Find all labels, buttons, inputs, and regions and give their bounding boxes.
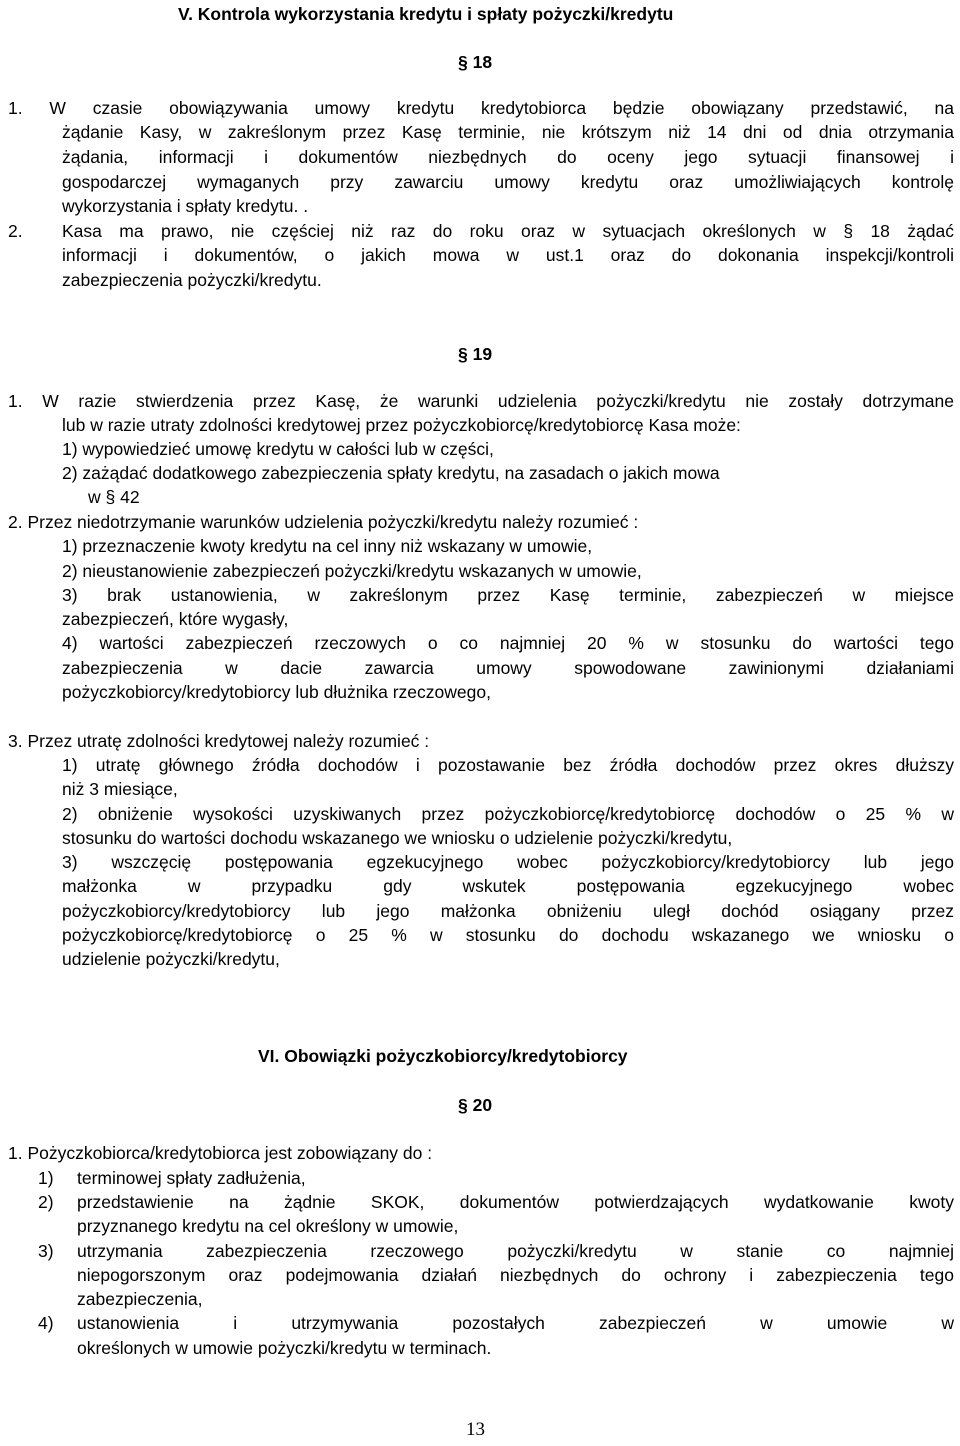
text-line: udzielenie pożyczki/kredytu,: [62, 949, 280, 969]
text-line: zabezpieczeń, które wygasły,: [62, 609, 289, 629]
text-line: określonych w umowie pożyczki/kredytu w terminach.: [77, 1338, 492, 1358]
text-line: 3. Przez utratę zdolności kredytowej należy rozumieć :: [8, 731, 430, 751]
text-line: małżonka w przypadku gdy wskutek postępowania egzekucyjnego wobec: [62, 876, 954, 896]
heading-line: § 20: [458, 1095, 493, 1115]
text-line: ustanowienia i utrzymywania pozostałych zabezpieczeń w umowie w: [77, 1313, 954, 1333]
text-line: terminowej spłaty zadłużenia,: [77, 1168, 306, 1188]
text-line: Kasa ma prawo, nie częściej niż raz do roku oraz w sytuacjach określonych w § 18 żądać: [62, 221, 954, 241]
text-line: zabezpieczenia w dacie zawarcia umowy spowodowane zawinionymi działaniami: [62, 658, 954, 678]
text-line: 3): [38, 1241, 54, 1261]
text-line: 1) przeznaczenie kwoty kredytu na cel inny niż wskazany w umowie,: [62, 536, 593, 556]
text-line: 2) obniżenie wysokości uzyskiwanych przez pożyczkobiorcę/kredytobiorcę dochodów o 25 % w: [62, 804, 954, 824]
text-line: pożyczkobiorcy/kredytobiorcy lub jego małżonka obniżeniu uległ dochód osiągany przez: [62, 901, 954, 921]
text-line: 1): [38, 1168, 54, 1188]
text-line: 1) wypowiedzieć umowę kredytu w całości lub w części,: [62, 439, 494, 459]
text-line: wykorzystania i spłaty kredytu. .: [62, 196, 309, 216]
text-line: przyznanego kredytu na cel określony w umowie,: [77, 1216, 459, 1236]
text-line: niepogorszonym oraz podejmowania działań niezbędnych do ochrony i zabezpieczenia tego: [77, 1265, 954, 1285]
text-line: 1. W razie stwierdzenia przez Kasę, że warunki udzielenia pożyczki/kredytu nie zostały dotrzymane: [8, 391, 954, 411]
text-line: niż 3 miesiące,: [62, 779, 178, 799]
text-line: 1) utratę głównego źródła dochodów i pozostawanie bez źródła dochodów przez okres dłuższy: [62, 755, 954, 775]
text-line: przedstawienie na żądnie SKOK, dokumentów potwierdzających wydatkowanie kwoty: [77, 1192, 954, 1212]
text-line: gospodarczej wymaganych przy zawarciu umowy kredytu oraz umożliwiających kontrolę: [62, 172, 954, 192]
text-line: informacji i dokumentów, o jakich mowa w ust.1 oraz do dokonania inspekcji/kontroli: [62, 245, 954, 265]
text-line: 4): [38, 1313, 54, 1333]
text-line: lub w razie utraty zdolności kredytowej przez pożyczkobiorcę/kredytobiorcę Kasa może:: [62, 415, 741, 435]
text-line: zabezpieczenia,: [77, 1289, 203, 1309]
text-line: żądania, informacji i dokumentów niezbędnych do oceny jego sytuacji finansowej i: [62, 147, 954, 167]
heading-line: § 19: [458, 344, 493, 364]
text-line: zabezpieczenia pożyczki/kredytu.: [62, 270, 322, 290]
text-line: 3) wszczęcię postępowania egzekucyjnego wobec pożyczkobiorcy/kredytobiorcy lub jego: [62, 852, 954, 872]
text-line: pożyczkobiorcy/kredytobiorcy lub dłużnika rzeczowego,: [62, 682, 491, 702]
heading-line: § 18: [458, 52, 493, 72]
page-number: 13: [466, 1419, 485, 1440]
text-line: 2): [38, 1192, 54, 1212]
text-line: 2) nieustanowienie zabezpieczeń pożyczki/kredytu wskazanych w umowie,: [62, 561, 642, 581]
text-line: 2) zażądać dodatkowego zabezpieczenia spłaty kredytu, na zasadach o jakich mowa: [62, 463, 720, 483]
text-line: stosunku do wartości dochodu wskazanego we wniosku o udzielenie pożyczki/kredytu,: [62, 828, 733, 848]
text-line: żądanie Kasy, w zakreślonym przez Kasę terminie, nie krótszym niż 14 dni od dnia otrzymania: [62, 122, 954, 142]
text-line: 2. Przez niedotrzymanie warunków udzielenia pożyczki/kredytu należy rozumieć :: [8, 512, 639, 532]
text-line: utrzymania zabezpieczenia rzeczowego pożyczki/kredytu w stanie co najmniej: [77, 1241, 954, 1261]
text-line: w § 42: [88, 487, 140, 507]
text-line: 1. W czasie obowiązywania umowy kredytu kredytobiorca będzie obowiązany przedstawić, na: [8, 98, 954, 118]
text-line: 4) wartości zabezpieczeń rzeczowych o co najmniej 20 % w stosunku do wartości tego: [62, 633, 954, 653]
text-line: 2.: [8, 221, 23, 241]
text-line: pożyczkobiorcę/kredytobiorcę o 25 % w stosunku do dochodu wskazanego we wniosku o: [62, 925, 954, 945]
heading-line: V. Kontrola wykorzystania kredytu i spłaty pożyczki/kredytu: [178, 4, 674, 24]
text-line: 1. Pożyczkobiorca/kredytobiorca jest zobowiązany do :: [8, 1143, 433, 1163]
text-line: 3) brak ustanowienia, w zakreślonym przez Kasę terminie, zabezpieczeń w miejsce: [62, 585, 954, 605]
heading-line: VI. Obowiązki pożyczkobiorcy/kredytobiorcy: [258, 1046, 628, 1066]
